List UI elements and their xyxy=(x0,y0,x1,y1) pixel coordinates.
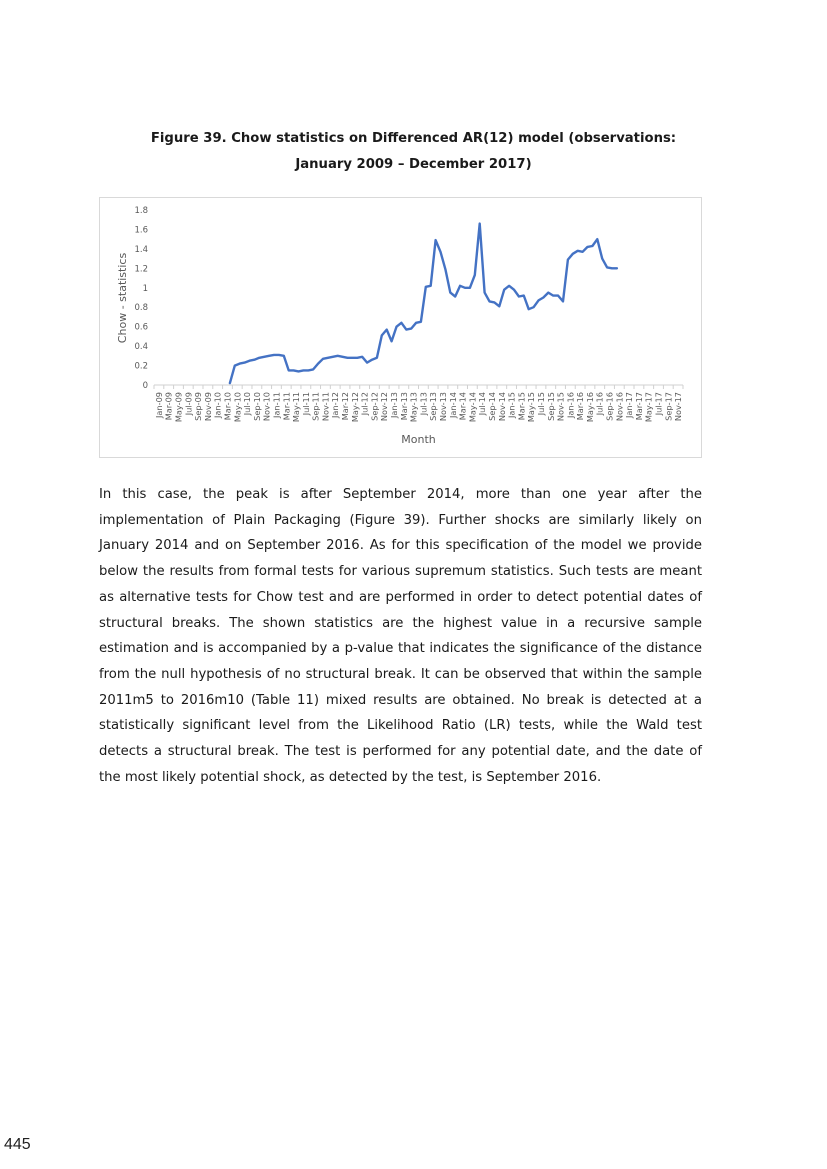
x-tick-label: Jan-17 xyxy=(624,392,635,418)
chow-statistics-chart xyxy=(100,198,703,459)
x-tick-label: Mar-16 xyxy=(575,392,586,421)
x-tick-label: Jan-11 xyxy=(271,392,282,418)
x-tick-label: Sep-17 xyxy=(663,392,674,421)
x-tick-label: May-16 xyxy=(584,392,595,423)
y-tick-label: 0.4 xyxy=(134,342,148,353)
x-tick-label: Jul-12 xyxy=(359,392,370,416)
x-tick-label: Nov-12 xyxy=(379,392,390,422)
x-tick-label: May-13 xyxy=(408,392,419,423)
x-tick-label: Sep-13 xyxy=(428,392,439,421)
x-axis-title: Month xyxy=(401,433,436,446)
x-tick-label: Mar-14 xyxy=(457,392,468,421)
x-tick-label: Nov-13 xyxy=(437,392,448,422)
x-tick-label: Jul-15 xyxy=(535,392,546,416)
y-tick-label: 1.4 xyxy=(134,244,148,255)
x-tick-label: Jul-10 xyxy=(242,392,253,416)
y-tick-label: 0 xyxy=(142,381,148,391)
page-number: 445 xyxy=(4,1136,31,1153)
y-tick-label: 0.6 xyxy=(134,322,148,333)
x-tick-label: Jan-16 xyxy=(565,392,576,418)
x-tick-label: Jan-13 xyxy=(389,392,400,418)
x-tick-label: May-15 xyxy=(526,392,537,423)
figure-title-line-1: Figure 39. Chow statistics on Differenced AR(12) model (observations: xyxy=(150,131,677,146)
x-tick-label: Nov-11 xyxy=(320,392,331,422)
x-tick-label: Sep-12 xyxy=(369,392,380,421)
x-tick-label: Jul-13 xyxy=(418,392,429,416)
x-tick-label: Nov-15 xyxy=(555,392,566,422)
figure-title xyxy=(100,126,727,178)
x-tick-label: May-17 xyxy=(643,392,654,423)
x-tick-label: May-11 xyxy=(291,392,302,423)
x-tick-label: Mar-10 xyxy=(222,392,233,421)
x-tick-label: Jan-09 xyxy=(153,392,164,418)
x-tick-label: Jul-17 xyxy=(653,392,664,416)
x-tick-label: Jan-12 xyxy=(330,392,341,418)
x-tick-label: Sep-09 xyxy=(193,392,204,421)
x-tick-label: Mar-13 xyxy=(398,392,409,421)
x-tick-label: May-09 xyxy=(173,392,184,423)
series-line-chow-statistics xyxy=(230,224,617,384)
y-tick-label: 1 xyxy=(142,283,148,294)
x-tick-label: Nov-10 xyxy=(261,392,272,422)
x-tick-label: Sep-11 xyxy=(310,392,321,421)
x-tick-label: Jul-11 xyxy=(300,392,311,416)
x-tick-label: May-14 xyxy=(467,392,478,423)
x-tick-label: Sep-16 xyxy=(604,392,615,421)
x-tick-label: Sep-14 xyxy=(486,392,497,421)
x-tick-label: Mar-12 xyxy=(340,392,351,421)
x-tick-label: Nov-17 xyxy=(673,392,684,422)
x-tick-label: Sep-15 xyxy=(545,392,556,421)
x-tick-label: Nov-14 xyxy=(496,392,507,422)
x-tick-label: May-12 xyxy=(349,392,360,423)
y-tick-label: 0.8 xyxy=(134,303,148,314)
x-tick-label: Jan-14 xyxy=(447,392,458,418)
x-tick-label: Jan-10 xyxy=(212,392,223,418)
y-tick-label: 1.8 xyxy=(134,206,148,216)
x-tick-label: Jul-16 xyxy=(594,391,605,416)
x-tick-label: Jul-14 xyxy=(477,392,488,416)
x-tick-label: Sep-10 xyxy=(251,392,262,421)
x-tick-label: May-10 xyxy=(232,392,243,423)
y-tick-label: 1.6 xyxy=(134,225,148,236)
x-tick-label: Nov-09 xyxy=(202,392,213,422)
x-tick-label: Mar-11 xyxy=(281,392,292,421)
y-tick-label: 0.2 xyxy=(134,361,148,372)
body-paragraph: In this case, the peak is after September 2014, more than one year after the implementation of Plain Packaging (Figure 39). Further shocks are similarly likely on January 2014 and on September 2016. As for this specification of the model we provide below the results from formal tests for various supremum statistics. Such tests are meant as alternative tests for Chow test and are performed in order to detect potential dates of structural breaks. The shown statistics are the highest value in a recursive sample estimation and is accompanied by a p-value that indicates the significance of the distance from the null hypothesis of no structural break. It can be observed that within the sample 2011m5 to 2016m10 (Table 11) mixed results are obtained. No break is detected at a statistically significant level from the Likelihood Ratio (LR) tests, while the Wald test detects a structural break. The test is performed for any potential date, and the date of the most likely potential shock, as detected by the test, is September 2016. xyxy=(99,487,702,785)
y-tick-label: 1.2 xyxy=(134,264,148,275)
x-tick-label: Nov-16 xyxy=(614,392,625,422)
chart-container xyxy=(99,197,702,458)
y-axis-title: Chow - statistics xyxy=(116,252,129,344)
x-tick-label: Mar-15 xyxy=(516,392,527,421)
figure-title-line-2: January 2009 – December 2017) xyxy=(295,157,532,172)
x-tick-label: Mar-09 xyxy=(163,392,174,421)
x-tick-label: Mar-17 xyxy=(633,392,644,421)
x-tick-label: Jan-15 xyxy=(506,392,517,418)
x-tick-label: Jul-09 xyxy=(183,392,194,416)
